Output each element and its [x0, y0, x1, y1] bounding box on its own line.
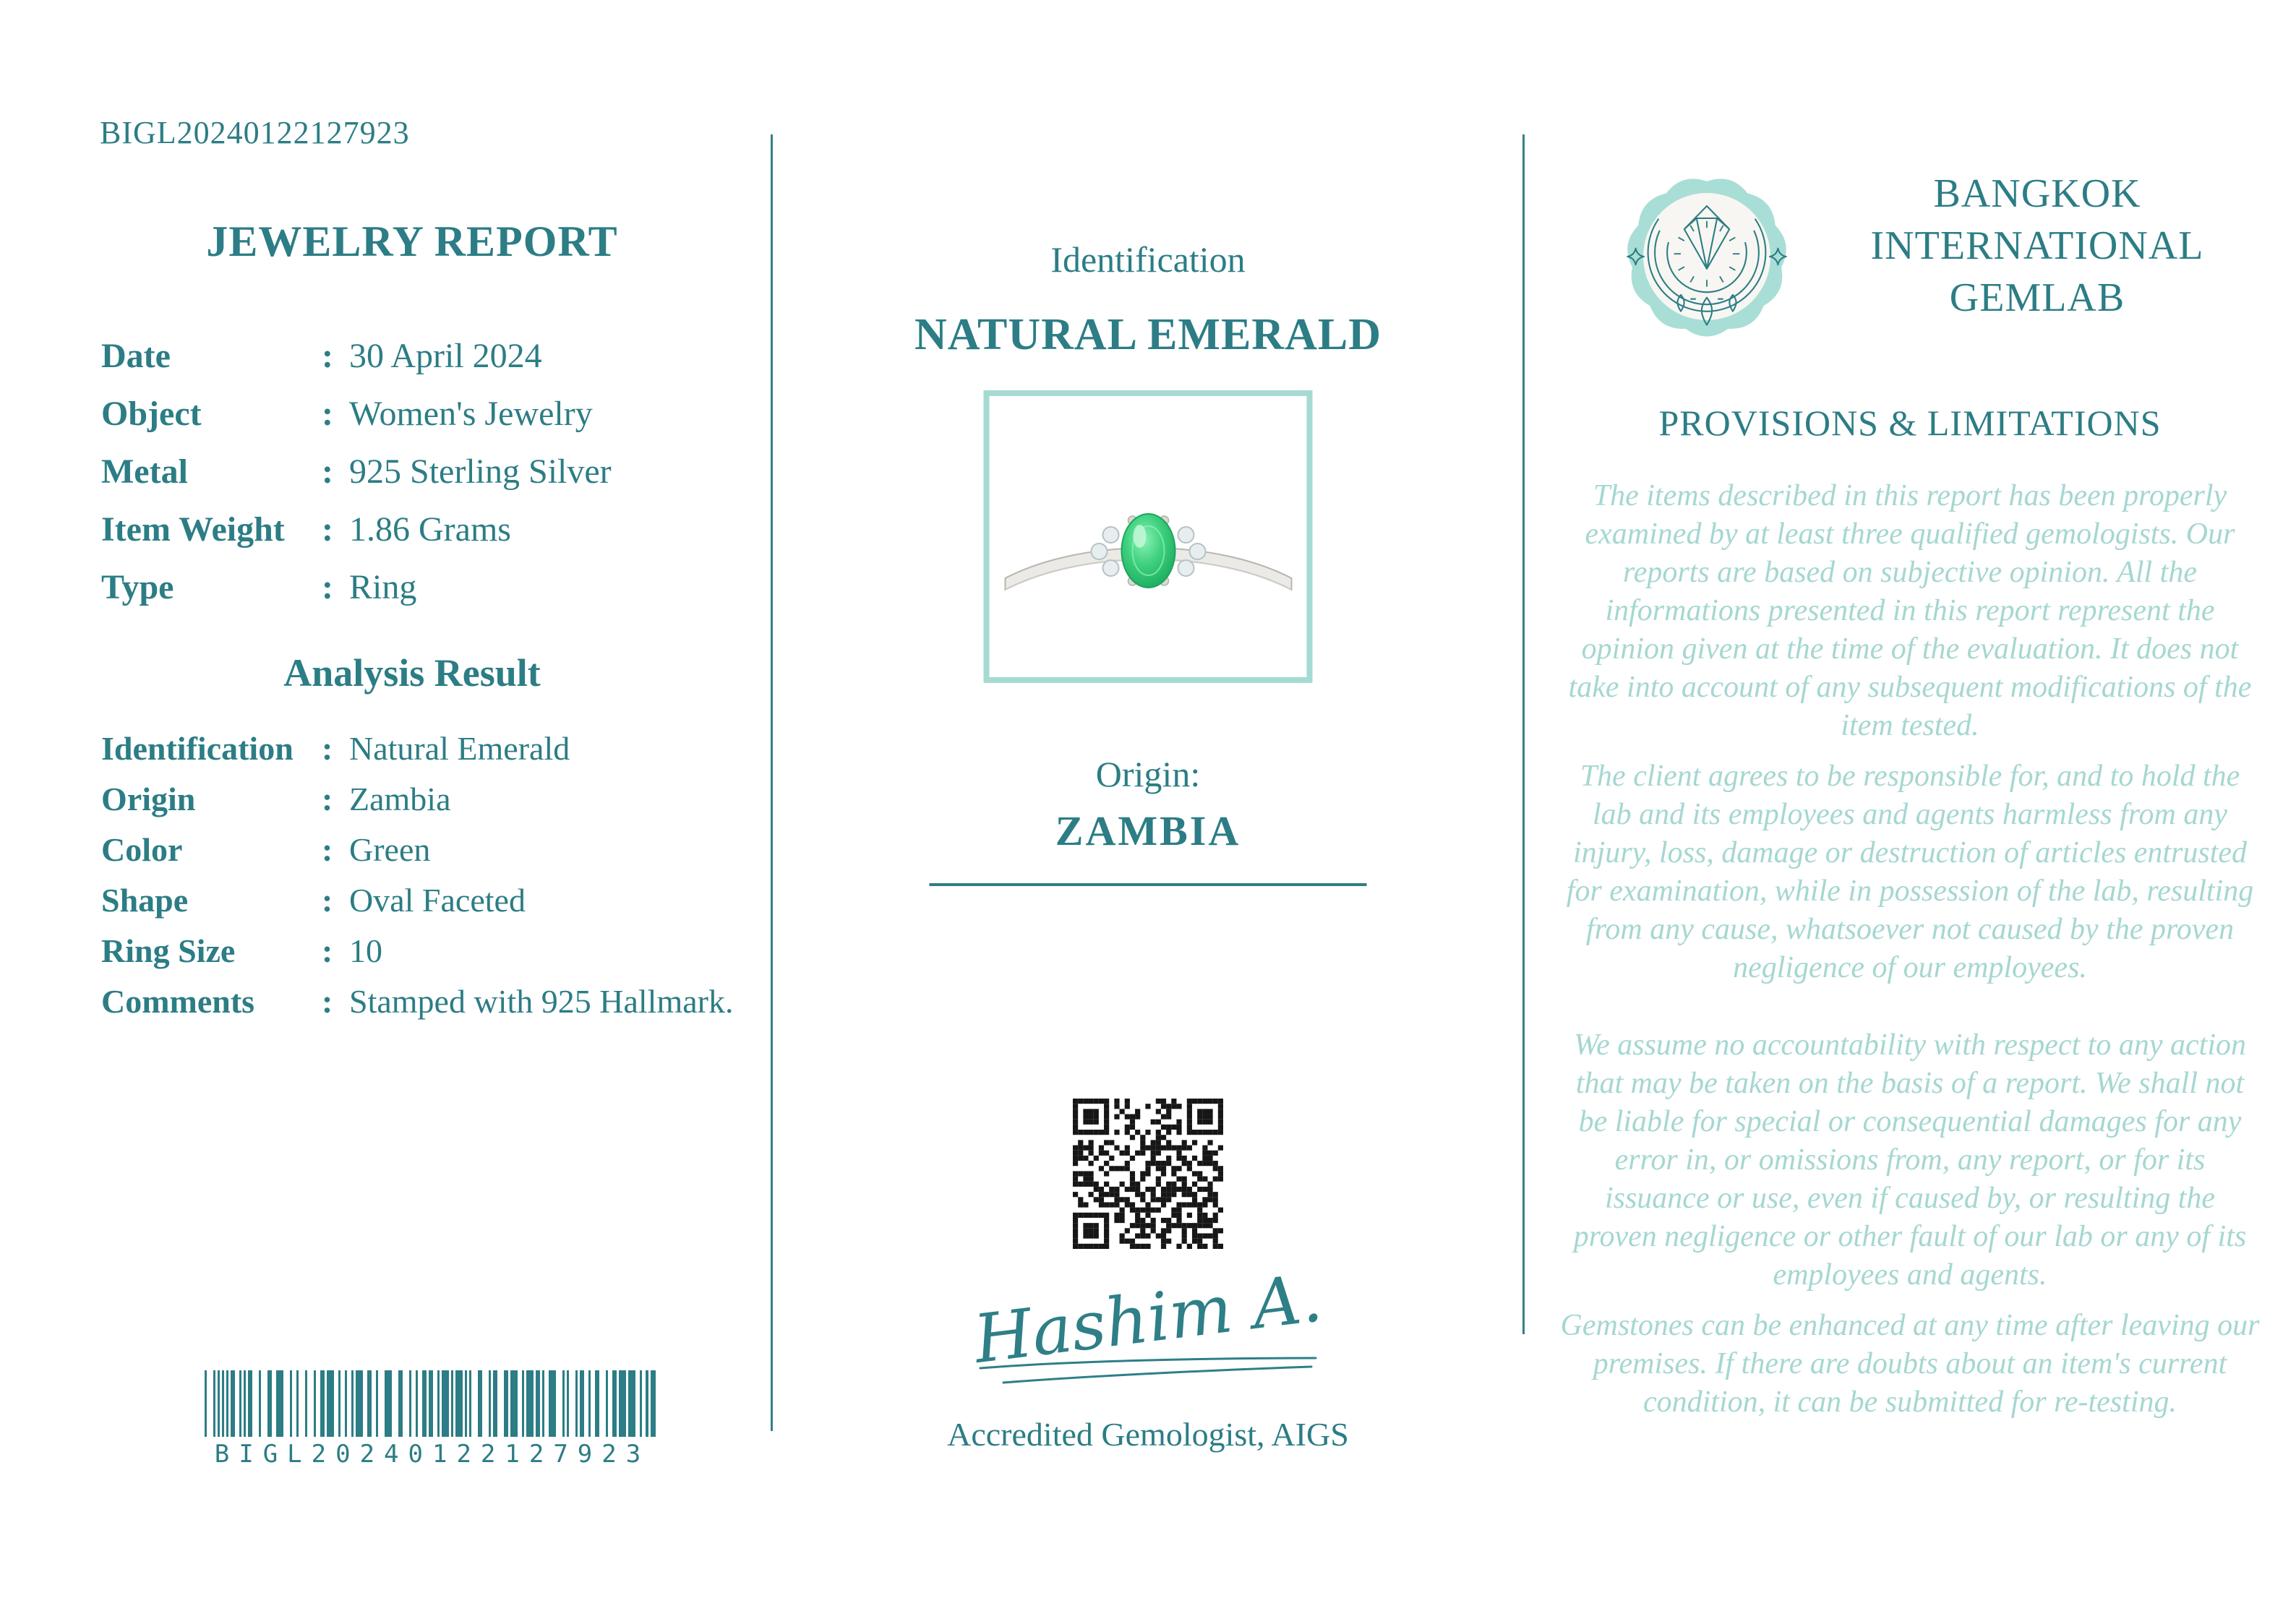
row-label: Object [101, 395, 202, 433]
signatory-title: Accredited Gemologist, AIGS [947, 1416, 1349, 1453]
table-row [101, 934, 737, 968]
analysis-result-table [101, 731, 737, 1035]
origin-label: Origin: [1095, 754, 1201, 794]
table-row [101, 338, 737, 374]
table-row [101, 883, 737, 918]
barcode-bars-icon [205, 1370, 660, 1437]
lab-name [1813, 168, 2261, 324]
row-value: Oval Faceted [349, 882, 526, 919]
report-title: JEWELRY REPORT [206, 218, 618, 265]
row-value: Green [349, 831, 431, 868]
barcode [205, 1370, 660, 1469]
row-colon: : [322, 882, 333, 919]
table-row [101, 984, 737, 1019]
lab-seal-icon [1618, 159, 1796, 354]
row-value: 925 Sterling Silver [349, 452, 612, 491]
provision-paragraph: We assume no accountability with respect to any action that may be taken on the basis of a report. We shall not be liable for special or consequential damages for any error in, or omissions from, any report, or for its issuance or use, even if caused by, or resulting the proven negligence or other fault of our lab or any of its employees and agents. [1573, 1028, 2247, 1292]
row-colon: : [322, 831, 333, 868]
row-colon: : [322, 983, 333, 1020]
signature-name: Hashim A. [969, 1258, 1327, 1379]
lab-name-line: GEMLAB [1949, 275, 2125, 320]
table-row [101, 731, 737, 766]
ring-photo [990, 396, 1307, 677]
row-value: 1.86 Grams [349, 510, 511, 549]
row-label: Ring Size [101, 932, 236, 969]
qr-code-icon [1073, 1099, 1223, 1249]
origin-value: ZAMBIA [1055, 807, 1241, 854]
table-row [101, 512, 737, 548]
row-value: 10 [349, 932, 382, 969]
row-colon: : [322, 452, 333, 491]
row-label: Date [101, 337, 171, 375]
provisions-title: PROVISIONS & LIMITATIONS [1658, 403, 2162, 443]
table-row [101, 454, 737, 490]
row-label: Origin [101, 781, 196, 817]
row-value: Ring [349, 568, 417, 606]
provision-paragraph: The client agrees to be responsible for, and to hold the lab and its employees and agents harmless from any injury, loss, damage or destruction of articles entrusted for examination, while in possession of the lab, resulting from any cause, whatsoever not caused by the proven negligence of our employees. [1566, 760, 2254, 984]
barcode-text: BIGL20240122127923 [214, 1440, 651, 1469]
gemologist-signature [967, 1258, 1329, 1417]
table-row [101, 782, 737, 817]
report-number: BIGL20240122127923 [100, 115, 410, 150]
gem-name: NATURAL EMERALD [914, 310, 1382, 359]
row-colon: : [322, 395, 333, 433]
row-label: Identification [101, 730, 294, 767]
analysis-result-title: Analysis Result [283, 651, 541, 695]
provision-paragraph: The items described in this report has been properly examined by at least three qualified gemologists. Our reports are based on subjective opinion. All the informations presented in this report represent the opinion given at the time of the evaluation. It does not take into account of any subsequent modifications of the item tested. [1568, 479, 2252, 742]
row-colon: : [322, 932, 333, 969]
row-label: Type [101, 568, 174, 606]
row-colon: : [322, 568, 333, 606]
row-colon: : [322, 730, 333, 767]
row-value: Natural Emerald [349, 730, 570, 767]
row-label: Item Weight [101, 510, 285, 549]
row-colon: : [322, 781, 333, 817]
row-label: Comments [101, 983, 255, 1020]
row-value: Stamped with 925 Hallmark. [349, 983, 734, 1020]
table-row [101, 833, 737, 867]
row-label: Shape [101, 882, 189, 919]
qr-code [1073, 1099, 1223, 1249]
row-colon: : [322, 337, 333, 375]
table-row [101, 570, 737, 606]
row-value: Zambia [349, 781, 451, 817]
separator-line [930, 883, 1367, 886]
provision-paragraph: Gemstones can be enhanced at any time after leaving our premises. If there are doubts about an item's current condition, it can be submitted for re-testing. [1560, 1309, 2260, 1419]
row-colon: : [322, 510, 333, 549]
report-details-table [101, 338, 737, 627]
row-value: Women's Jewelry [349, 395, 593, 433]
identification-heading: Identification [1050, 239, 1246, 280]
table-row [101, 396, 737, 432]
lab-name-line: INTERNATIONAL [1870, 223, 2204, 268]
row-label: Metal [101, 452, 188, 491]
lab-name-line: BANGKOK [1933, 171, 2141, 216]
lab-seal-logo [1618, 159, 1796, 354]
identification-panel [772, 0, 1524, 1624]
row-value: 30 April 2024 [349, 337, 542, 375]
row-label: Color [101, 831, 183, 868]
ring-photo-frame [984, 390, 1313, 683]
